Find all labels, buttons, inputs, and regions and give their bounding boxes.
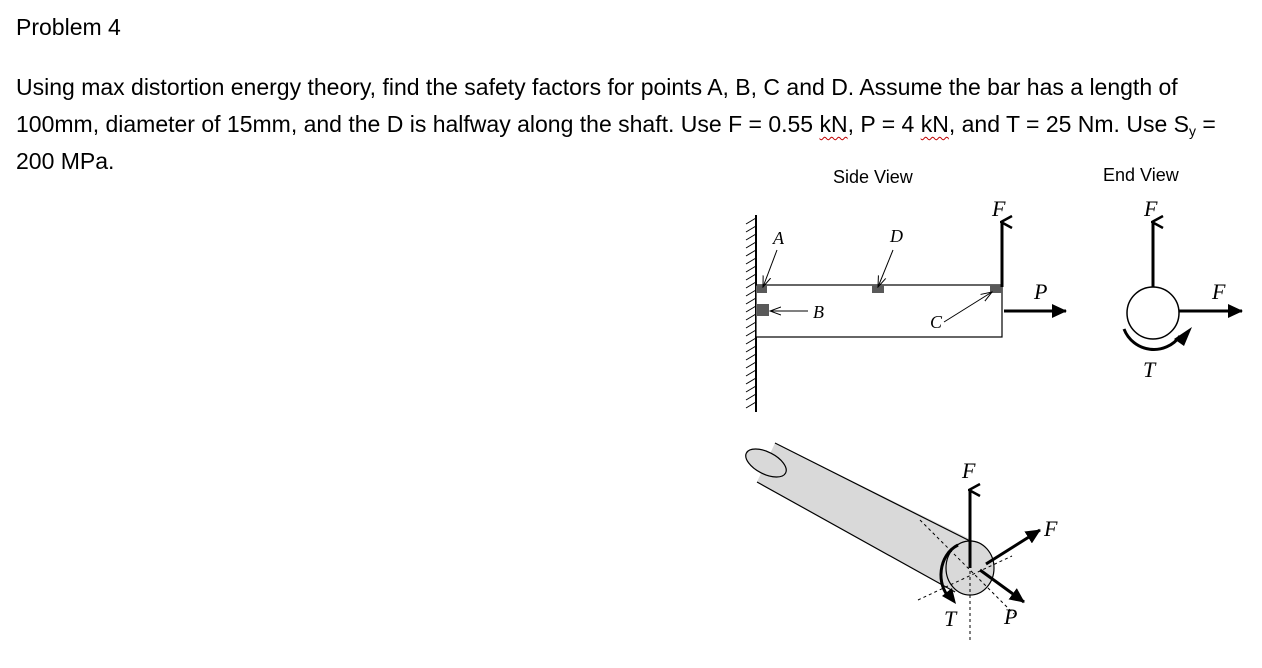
statement-text-1: Using max distortion energy theory, find the safety factors for points A, B, C and D. Assume the bar has a length of 100mm, diameter of 15mm, and the D is halfway along the shaft. Use F = 0.55 <box>16 74 1178 137</box>
statement-text-3: , and T = 25 Nm. Use S <box>948 111 1189 137</box>
unit-kn-1: kN <box>819 111 848 137</box>
unit-kn-2: kN <box>920 111 949 137</box>
force-p-label-side: P <box>1034 279 1048 304</box>
iso-force-f-up-label: F <box>962 458 976 483</box>
force-f-label-side: F <box>992 196 1006 221</box>
statement-text-2: , P = 4 <box>847 111 921 137</box>
wall-support <box>746 215 756 412</box>
leader-d <box>878 250 893 287</box>
cylinder-iso <box>741 443 994 595</box>
statement-text-4: = 200 MPa. <box>16 111 1216 174</box>
side-view-title: Side View <box>833 167 913 187</box>
end-force-f-top-label: F <box>1144 196 1158 221</box>
label-b: B <box>813 302 824 322</box>
iso-torque-label: T <box>944 606 957 631</box>
end-torque-arrowhead <box>1174 327 1192 346</box>
point-a-marker <box>757 285 767 293</box>
end-torque-label: T <box>1143 357 1156 382</box>
leader-a <box>763 250 777 287</box>
label-d: D <box>890 226 903 246</box>
subscript-y: y <box>1188 123 1196 139</box>
end-view-title: End View <box>1103 165 1179 185</box>
end-view-circle <box>1127 287 1179 339</box>
iso-force-f-diag-label: F <box>1044 516 1058 541</box>
iso-force-f-diag-arrow <box>986 530 1040 564</box>
label-c: C <box>930 312 943 332</box>
problem-heading: Problem 4 <box>16 14 121 40</box>
label-a: A <box>773 228 784 248</box>
iso-force-p-label: P <box>1004 604 1018 629</box>
end-force-f-right-label: F <box>1212 279 1226 304</box>
point-b-marker <box>757 304 769 316</box>
